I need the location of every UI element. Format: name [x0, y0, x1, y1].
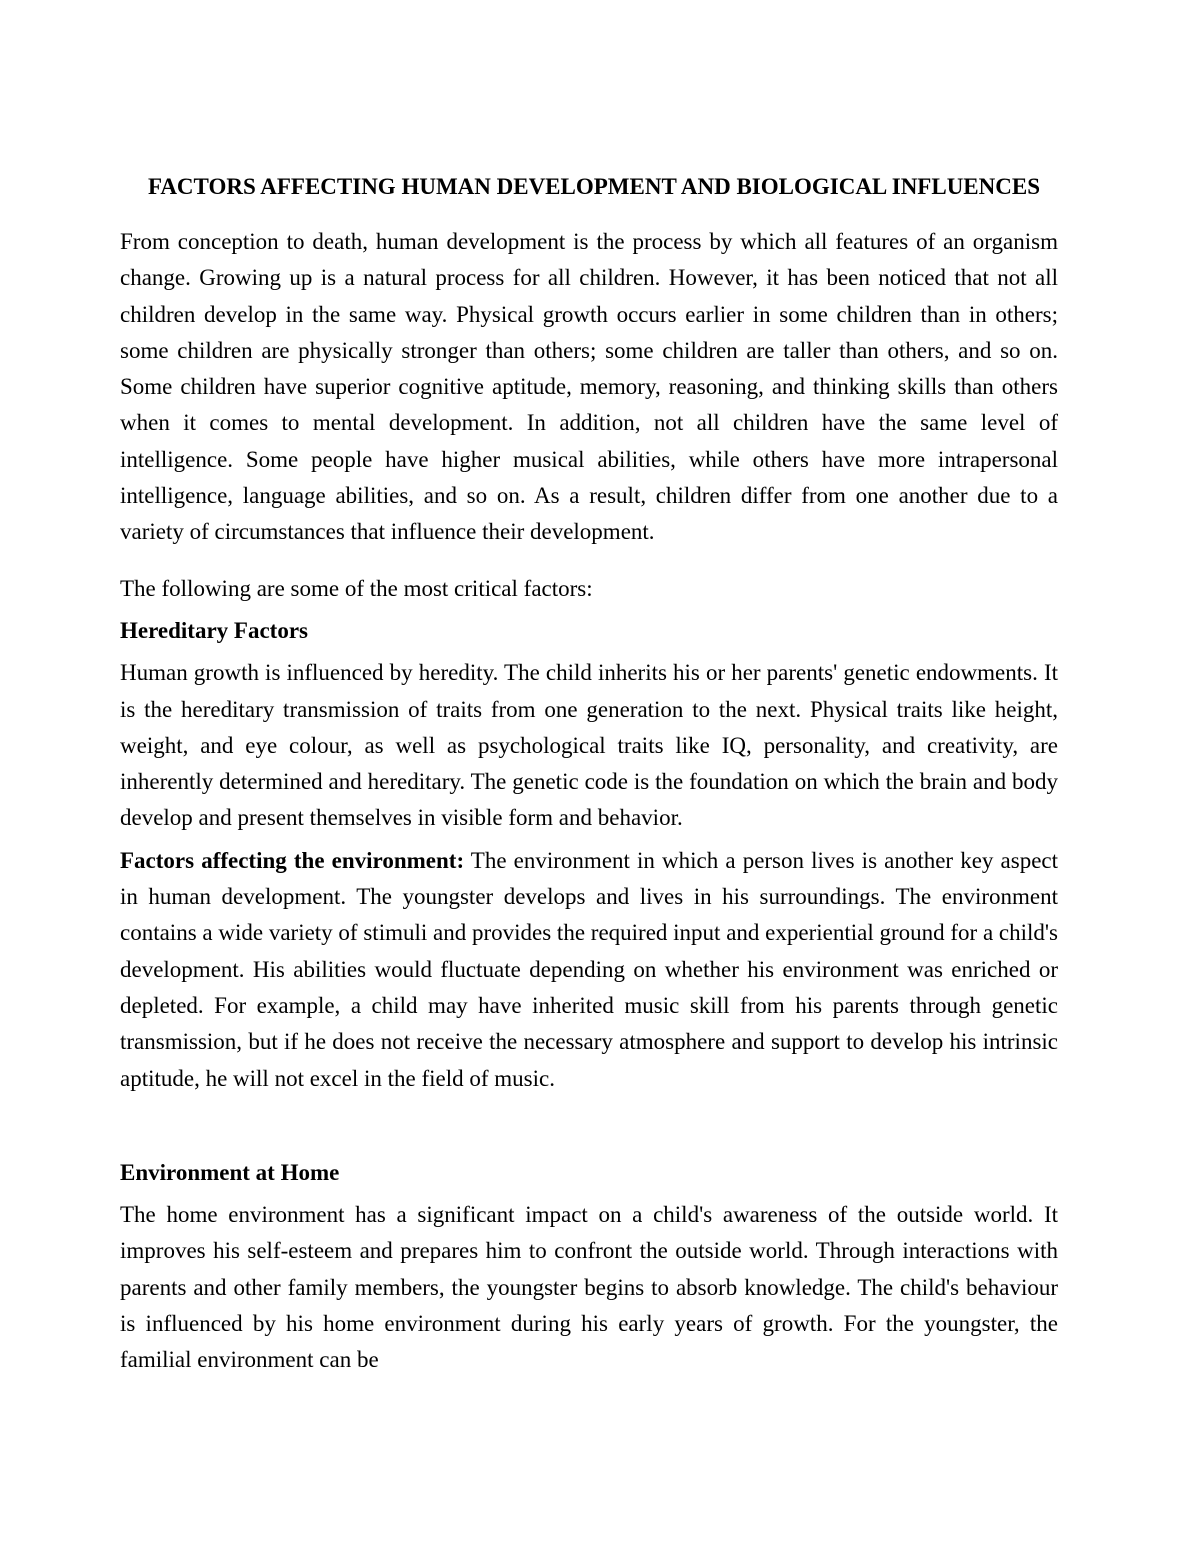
environment-paragraph	[120, 843, 1058, 1097]
document-title: FACTORS AFFECTING HUMAN DEVELOPMENT AND BIOLOGICAL INFLUENCES	[147, 174, 1040, 199]
environment-body: The environment in which a person lives is another key aspect in human development. The youngster develops and lives in his surroundings. The environment contains a wide variety of stimuli and provides the required input and experiential ground for a child's development. His abilities would fluctuate depending on whether his environment was enriched or depleted. For example, a child may have inherited music skill from his parents through genetic transmission, but if he does not receive the necessary atmosphere and support to develop his intrinsic aptitude, he will not excel in the field of music.	[120, 847, 1058, 1091]
environment-heading: Factors affecting the environment:	[120, 847, 465, 873]
document-page	[120, 170, 1058, 1379]
home-paragraph: The home environment has a significant impact on a child's awareness of the outside world. It improves his self-esteem and prepares him to confront the outside world. Through interactions with parents and other family members, the youngster begins to absorb knowledge. The child's behaviour is influenced by his home environment during his early years of growth. For the youngster, the familial environment can be	[120, 1202, 1058, 1373]
hereditary-heading: Hereditary Factors	[120, 617, 308, 643]
hereditary-paragraph: Human growth is influenced by heredity. The child inherits his or her parents' genetic endowments. It is the hereditary transmission of traits from one generation to the next. Physical traits like height, weight, and eye colour, as well as psychological traits like IQ, personality, and creativity, are inherently determined and hereditary. The genetic code is the foundation on which the brain and body develop and present themselves in visible form and behavior.	[120, 660, 1058, 831]
intro-paragraph: From conception to death, human development is the process by which all features of an organism change. Growing up is a natural process for all children. However, it has been noticed that not all children develop in the same way. Physical growth occurs earlier in some children than in others; some children are physically stronger than others; some children are taller than others, and so on. Some children have superior cognitive aptitude, memory, reasoning, and thinking skills than others when it comes to mental development. In addition, not all children have the same level of intelligence. Some people have higher musical abilities, while others have more intrapersonal intelligence, language abilities, and so on. As a result, children differ from one another due to a variety of circumstances that influence their development.	[120, 229, 1058, 545]
spacer	[120, 551, 1058, 571]
spacer	[120, 1097, 1058, 1155]
home-heading: Environment at Home	[120, 1159, 340, 1185]
factors-intro: The following are some of the most critical factors:	[120, 575, 593, 601]
